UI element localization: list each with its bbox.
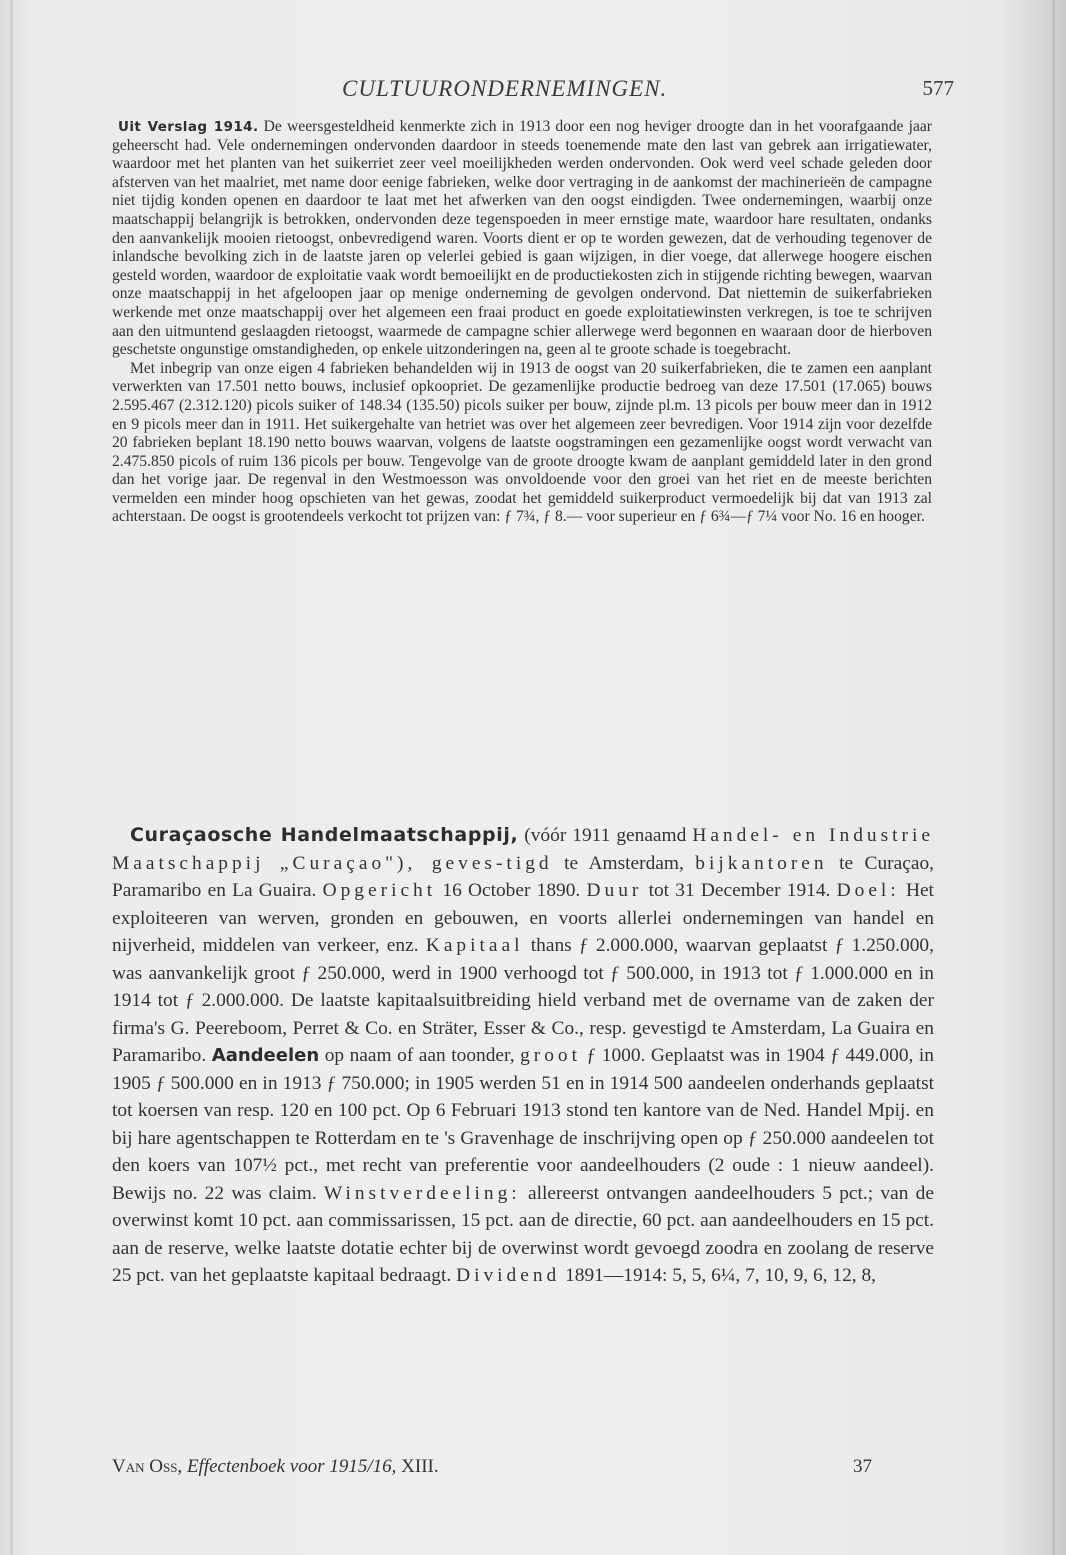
dividend-value: 6 — [812, 1265, 823, 1286]
dividend-value: 9 — [793, 1265, 804, 1286]
profit-value: allereerst ontvangen aandeelhouders 5 pct.; van de overwinst komt 10 pct. aan commissarissen, 15 pct. aan de directie, 60 pct. aan aandeelhouders en 15 pct. aan de reserve, welke laatste dotatie echter bij de overwinst wordt gevoegd zoodra en zoolang de reserve 25 pct. van het geplaatste kapitaal bedraagt. — [112, 1182, 934, 1286]
company-name: Curaçaosche Handelmaatschappij, — [130, 824, 519, 846]
company-seat: te Amsterdam, — [564, 852, 684, 874]
dividend-value: 12 — [832, 1265, 852, 1286]
footer-volume: XIII. — [401, 1456, 439, 1477]
report-paragraph-1 — [112, 118, 932, 360]
branches-label: bijkantoren — [695, 852, 828, 874]
dividend-range: 1891—1914: — [565, 1265, 668, 1286]
dividend-value: 7 — [745, 1265, 755, 1286]
duration-value: tot 31 December 1914. — [648, 880, 831, 901]
running-header — [100, 76, 980, 106]
branches-value: te Curaçao, Paramaribo en La Guaira. — [112, 852, 935, 901]
footer-book-title: Effectenboek voor 1915/16, — [186, 1456, 397, 1477]
page-footer — [112, 1456, 932, 1486]
report-lead: Uit Verslag 1914. — [118, 119, 259, 135]
capital-value: thans ƒ 2.000.000, waarvan geplaatst ƒ 1.250.000, was aanvankelijk groot ƒ 250.000, werd in 1900 verhoogd tot ƒ 500.000, in 1913 tot ƒ 1.000.000 en in 1914 tot ƒ 2.000.000. De laatste kapitaalsuitbreiding hield verband met de overname van de zaken der firma's G. Peereboom, Perret & Co. en Sträter, Esser & Co., resp. gevestigd te Amsterdam, La Guaira en Paramaribo. — [112, 935, 934, 1066]
founded-label: Opgericht — [322, 880, 437, 901]
dividend-value: 5 — [672, 1265, 682, 1286]
dividend-list: 5, 5, 6¼, 7, 10, 9, 6, 12, 8, — [672, 1265, 877, 1286]
purpose-label: Doel: — [836, 880, 900, 901]
purpose-value: Het exploiteeren van werven, gronden en gebouwen, en voorts allerlei ondernemingen van handel en nijverheid, middelen van verkeer, enz. — [112, 880, 934, 956]
dividend-value: 5 — [691, 1265, 702, 1286]
report-section — [112, 118, 932, 527]
capital-label: Kapitaal — [425, 935, 524, 956]
footer-author: Van Oss, — [112, 1456, 183, 1477]
report-paragraph-2: Met inbegrip van onze eigen 4 fabrieken behandelden wij in 1913 de oogst van 20 suikerfabrieken, die te zamen een aanplant verwerkten van 17.501 netto bouws, inclusief opkoopriet. De gezamenlijke productie bedroeg van deze 17.501 (17.065) bouws 2.595.467 (2.312.120) picols suiker of 148.34 (135.50) picols suiker per bouw, zijnde pl.m. 13 picols per bouw meer dan in 1912 en 9 picols meer dan in 1911. Het suikergehalte van hetriet was over het algemeen zeer bevredigen. Voor 1914 zijn voor dezelfde 20 fabrieken beplant 18.190 netto bouws waarvan, volgens de laatste oogstramingen een gezamenlijke oogst wordt verwacht van 2.475.850 picols of ruim 136 picols per bouw. Tengevolge van de groote droogte kwam de aanplant gemiddeld later in den grond dan het vorige jaar. De regenval in den Westmoesson was onvoldoende voor den groei van het riet en de meeste berichten vermelden een minder hoog opschieten van het gewas, zoodat het gemiddeld suikerproduct vermoedelijk bij dat van 1913 zal achterstaan. De oogst is grootendeels verkocht tot prijzen van: ƒ 7¾, ƒ 8.— voor superieur en ƒ 6¾—ƒ 7¼ voor No. 16 en hooger. — [112, 359, 932, 526]
footer-signature: 37 — [853, 1456, 872, 1477]
page-left-edge — [10, 0, 13, 1555]
shares-text-b: ƒ 1000. Geplaatst was in 1904 ƒ 449.000, in 1905 ƒ 500.000 en in 1913 ƒ 750.000; in 1905 werden 51 en in 1914 500 aandeelen onderhands geplaatst tot koersen van resp. 120 en 100 pct. Op 6 Februari 1913 stond ten kantore van de Ned. Handel Mpij. en bij hare agentschappen te Rotterdam en te 's Gravenhage de inschrijving open op ƒ 250.000 aandeelen tot den koers van 107½ pct., met recht van preferentie voor aandeelhouders (2 oude : 1 nieuw aandeel). Bewijs no. 22 was claim. — [112, 1045, 934, 1204]
page-number: 577 — [922, 76, 954, 100]
report-paragraph-1-text: De weersgesteldheid kenmerkte zich in 1913 door een nog heviger droogte dan in het voorafgaande jaar geheerscht had. Vele ondernemingen ondervonden daardoor in steeds toenemende mate den last van gebrek aan irrigatiewater, waardoor met het planten van het suikerriet zeer veel moeilijkheden werden ondervonden. Ook werd veel schade geleden door afsterven van het maalriet, met name door eenige fabrieken, welke door vertraging in de aankomst der machinerieën de campagne niet tijdig konden openen en daardoor te laat met het afwerken van den oogst eindigden. Twee ondernemingen, waarbij onze maatschappij belangrijk is betrokken, ondervonden deze tegenspoeden in meer ernstige mate, waardoor hare resultaten, ondanks den aanvankelijk mooien rietoogst, onbevredigend waren. Voorts dient er op te worden gewezen, dat de verhouding tegenover de inlandsche bevolking zich in de laatste jaren op velerlei gebied is gaan wijzigen, in dier voege, dat allerwege hoogere eischen gesteld worden, waardoor de exploitatie vaak wordt bemoeilijkt en de productiekosten zich in stijgende richting bewegen, waarvan onze maatschappij in het afgeloopen jaar op menige onderneming de gevolgen ondervond. Dat niettemin de suikerfabrieken werkende met onze maatschappij over het algemeen een fraai product en goede exploitatiewinsten verkregen, is toe te schrijven aan den uitmuntend geslaagden rietoogst, waarmede de campagne schier allerwege werd begonnen en waaraan door de hierboven geschetste ongunstige omstandigheden, op enkele uitzonderingen na, geen al te groote schade is toegebracht. — [112, 118, 933, 359]
company-intro: (vóór 1911 genaamd — [524, 825, 687, 846]
running-title: CULTUURONDERNEMINGEN. — [342, 76, 668, 101]
page-right-edge — [1052, 0, 1056, 1555]
duration-label: Duur — [586, 880, 643, 901]
shares-label: Aandeelen — [211, 1045, 320, 1066]
dividend-value: 10 — [764, 1265, 784, 1286]
dividend-label: Dividend — [456, 1265, 561, 1286]
company-entry — [112, 822, 934, 1290]
shares-size-label: groot — [520, 1045, 582, 1066]
dividend-value: 6¼ — [711, 1265, 736, 1286]
shares-text-a: op naam of aan toonder, — [324, 1045, 515, 1066]
company-former-name: Handel- en Industrie Maatschappij „Curaçao"), geves-tigd — [112, 825, 934, 874]
dividend-value: 8 — [861, 1265, 872, 1286]
founded-value: 16 October 1890. — [442, 880, 581, 901]
profit-label: Winstverdeeling: — [323, 1182, 521, 1204]
